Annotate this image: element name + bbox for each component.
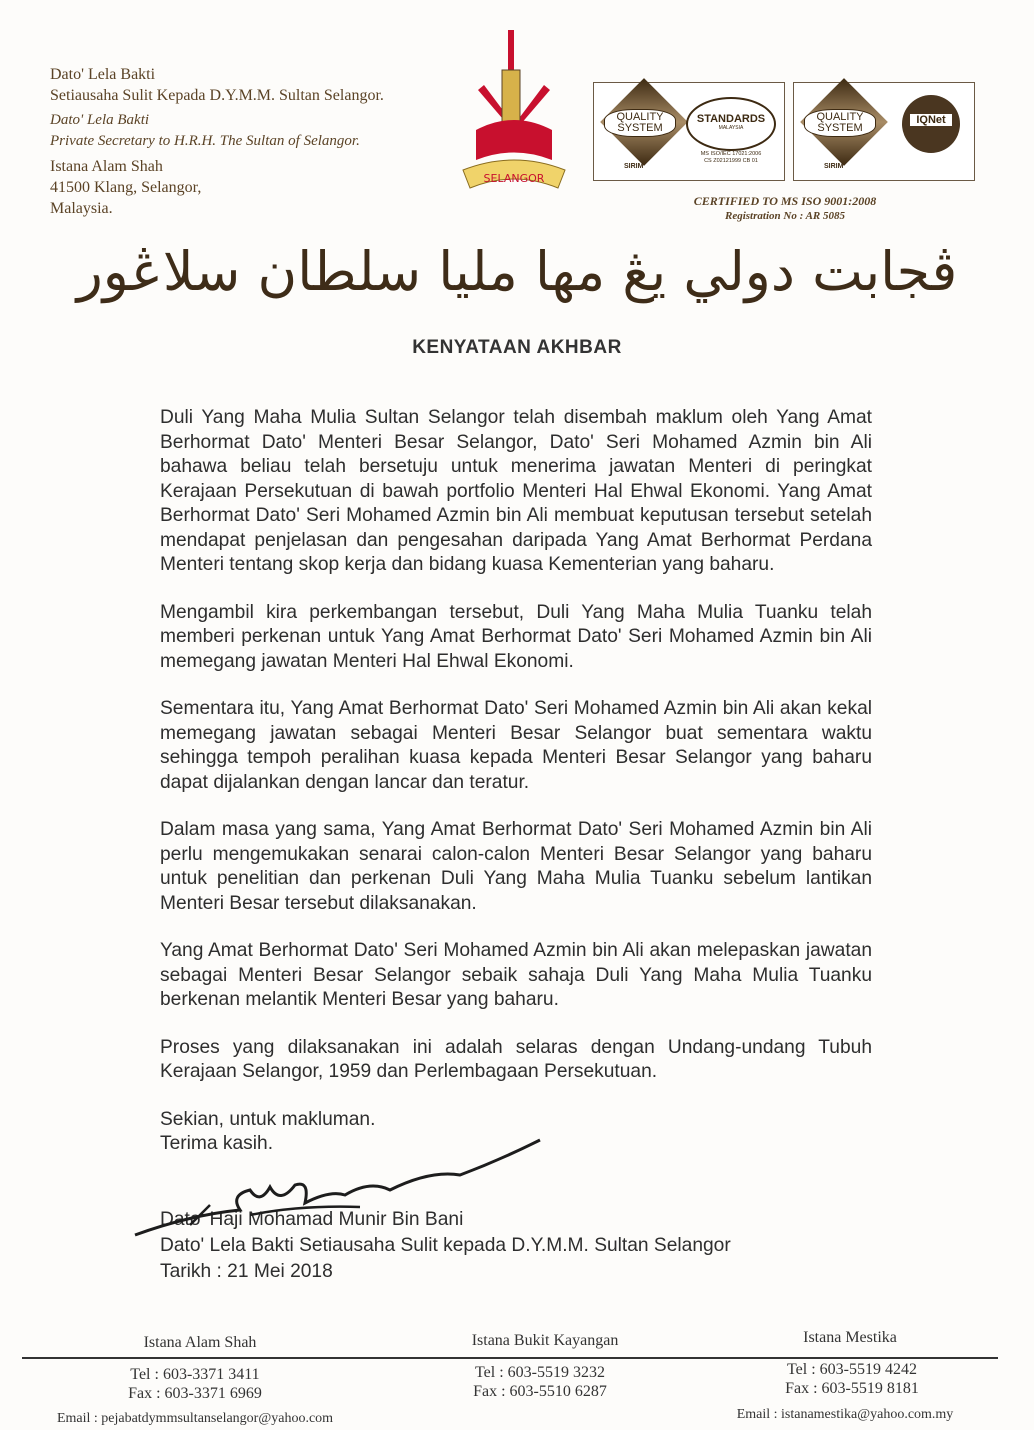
standards-logo: STANDARDS MALAYSIA: [686, 97, 776, 151]
footer-email: Email : istanamestika@yahoo.com.my: [736, 1407, 954, 1422]
iso-line: CS Z02121999 CB 01: [704, 158, 758, 164]
paragraph: Duli Yang Maha Mulia Sultan Selangor telah disembah maklum oleh Yang Amat Berhormat Dato' Menteri Besar Selangor, Dato' Seri Mohamed Azmin bin Ali bahawa beliau telah bersetuju untuk menerima jawatan Menteri di peringkat Kerajaan Persekutuan di bawah portfolio Menteri Hal Ehwal Ekonomi. Yang Amat Berhormat Dato' Seri Mohamed Azmin bin Ali membuat keputusan tersebut setelah mendapat penjelasan dan pengesahan daripada Yang Amat Berhormat Perdana Menteri tentang skop kerja dan bidang kuasa Kementerian yang baharu.: [160, 407, 872, 575]
address-line: Malaysia.: [50, 200, 113, 217]
cert-box-sirim-iqnet: [793, 82, 975, 181]
fax: Fax : 603-3371 6969: [128, 1385, 262, 1402]
closing-line: Terima kasih.: [160, 1133, 274, 1154]
signature: [130, 1135, 550, 1245]
crest-text: SELANGOR: [483, 172, 545, 185]
footer-email: Email : pejabatdymmsultanselangor@yahoo.com: [56, 1411, 334, 1426]
footer-contact: [95, 1365, 295, 1403]
paragraph: Sementara itu, Yang Amat Berhormat Dato' Seri Mohamed Azmin bin Ali akan kekal memegang jawatan sebagai Menteri Besar Selangor buat sementara waktu sehingga tempoh peralihan kuasa kepada Menteri Besar Selangor yang baharu dapat dijalankan dengan lancar dan teratur.: [160, 698, 872, 793]
cert-box-sirim-standards: [593, 82, 785, 181]
paragraph: Mengambil kira perkembangan tersebut, Duli Yang Maha Mulia Tuanku telah memberi perkenan untuk Yang Amat Berhormat Dato' Seri Mohamed Azmin bin Ali memegang jawatan Menteri Hal Ehwal Ekonomi.: [160, 601, 872, 672]
closing-line: Sekian, untuk makluman.: [160, 1108, 376, 1130]
sirim-label: SIRIM: [624, 163, 644, 170]
paragraph: Proses yang dilaksanakan ini adalah selaras dengan Undang-undang Tubuh Kerajaan Selangor, 1959 dan Perlembagaan Persekutuan.: [160, 1036, 872, 1082]
tel: Tel : 603-3371 3411: [130, 1366, 260, 1383]
iso-certification: [660, 194, 910, 224]
tel: Tel : 603-5519 3232: [475, 1364, 605, 1381]
registration-text: Registration No : AR 5085: [725, 210, 845, 222]
footer-office-name: Istana Alam Shah: [143, 1334, 257, 1351]
footer-office-name: Istana Mestika: [803, 1329, 897, 1346]
quality-label: QUALITY: [816, 111, 864, 123]
english-title: Dato' Lela Bakti: [50, 112, 150, 128]
malay-title: Dato' Lela Bakti: [50, 66, 156, 83]
sender-block: [50, 64, 384, 219]
signatory-role: Dato' Lela Bakti Setiausaha Sulit kepada D.Y.M.M. Sultan Selangor: [160, 1234, 731, 1256]
system-label: SYSTEM: [817, 122, 863, 134]
document-title: KENYATAAN AKHBAR: [412, 337, 622, 358]
signatory-name: Dato' Haji Mohamad Munir Bin Bani: [160, 1208, 464, 1230]
malay-role: Setiausaha Sulit Kepada D.Y.M.M. Sultan Selangor.: [50, 87, 384, 104]
footer-contact: [440, 1363, 640, 1401]
quality-label: QUALITY: [616, 111, 664, 123]
certified-text: CERTIFIED TO MS ISO 9001:2008: [693, 194, 877, 208]
selangor-crest: [458, 30, 570, 195]
sirim-label: SIRIM: [824, 163, 844, 170]
paragraph: Dalam masa yang sama, Yang Amat Berhormat Dato' Seri Mohamed Azmin bin Ali perlu mengemukakan senarai calon-calon Menteri Besar Selangor yang baharu untuk penelitian dan perkenan Duli Yang Maha Mulia Tuanku sebelum lantikan Menteri Besar tersebut dilaksanakan.: [160, 819, 872, 914]
iso-line: MS ISO/IEC 17021:2006: [700, 151, 762, 157]
footer-divider: [22, 1357, 998, 1359]
paragraph: Yang Amat Berhormat Dato' Seri Mohamed Azmin bin Ali akan melepaskan jawatan sebagai Menteri Besar Selangor sebaik sahaja Duli Yang Maha Mulia Tuanku berkenan melantik Menteri Besar yang baharu.: [160, 940, 872, 1010]
iqnet-logo: IQNet: [902, 95, 960, 153]
fax: Fax : 603-5519 8181: [785, 1380, 919, 1397]
footer-contact: [752, 1360, 952, 1398]
address-line: 41500 Klang, Selangor,: [50, 179, 202, 196]
document-date: Tarikh : 21 Mei 2018: [160, 1260, 333, 1282]
system-label: SYSTEM: [617, 122, 663, 134]
fax: Fax : 603-5510 6287: [473, 1383, 607, 1400]
footer-office-name: Istana Bukit Kayangan: [471, 1332, 619, 1349]
address-line: Istana Alam Shah: [50, 158, 163, 175]
jawi-heading: ڤجابت دولي يڠ مها مليا سلطان سلاڠور: [76, 240, 958, 303]
english-role: Private Secretary to H.R.H. The Sultan of Selangor.: [50, 133, 360, 149]
tel: Tel : 603-5519 4242: [787, 1361, 917, 1378]
